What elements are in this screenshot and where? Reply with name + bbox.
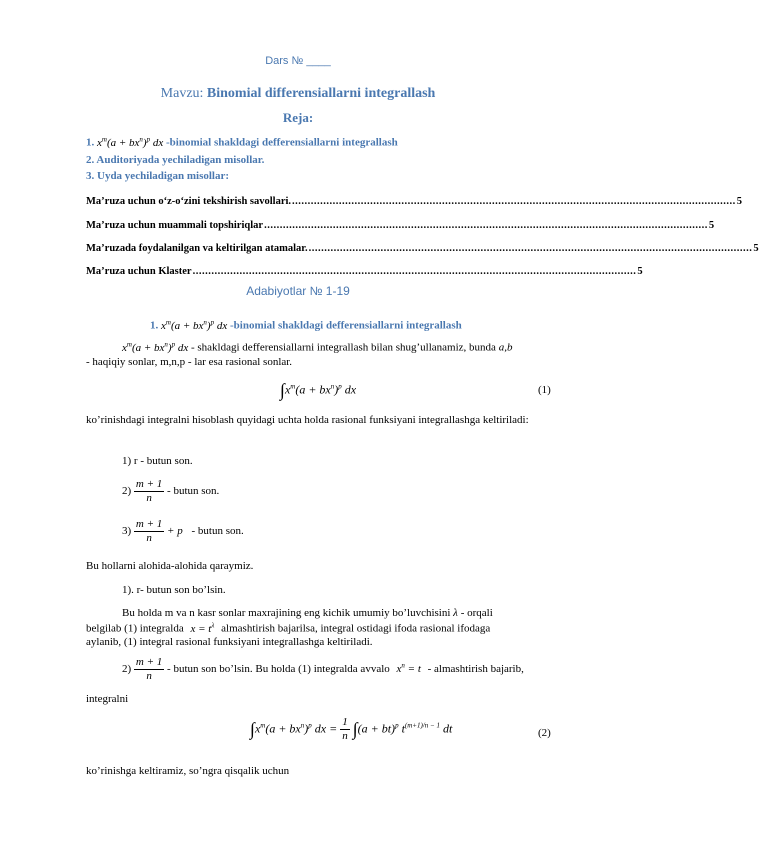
last-line: ko’rinishga keltiramiz, so’ngra qisqalik uchun	[86, 765, 290, 777]
plan-heading: Reja:	[282, 110, 314, 125]
case-2	[122, 478, 219, 505]
section-formula: $x^m(a + bx^n)^p$ dx	[161, 318, 228, 332]
case-1: 1) r - butun son.	[122, 455, 193, 467]
r-integer-heading: 1). r- butun son bo’lsin.	[122, 584, 226, 596]
equation-2: $\int x^m(a + bx^n)^p$ dx = $\frac{1}{n}$ ∫(a + bt)$^p$ $t^{(m+1)/n - 1}$ dt	[250, 716, 453, 742]
separate-cases: Bu hollarni alohida-alohida qaraymiz.	[86, 560, 254, 572]
topic-text: Binomial differensiallarni integrallash	[206, 86, 436, 101]
lambda-line-2: belgilab (1) integralda $x = t^\lambda$ almashtirish bajarilsa, integral ostidagi ifoda rasional ifodaga	[86, 621, 491, 635]
plan-item-3: 3. Uyda yechiladigan misollar:	[86, 170, 230, 182]
plan-item-1-text: -binomial shakldagi defferensiallarni integrallash	[165, 136, 398, 149]
plan-item-1-number: 1.	[86, 136, 95, 149]
substitution-formula: $x = t^\lambda$	[190, 621, 215, 635]
case-2-fraction: $\frac{m + 1}{n}$	[135, 478, 163, 504]
section-heading	[150, 318, 462, 332]
lambda-symbol: λ	[453, 607, 458, 619]
intro-line-1	[122, 340, 512, 354]
toc-page: 5	[708, 220, 715, 231]
topic-title	[0, 86, 596, 102]
toc-title: Ma’ruzada foydalanilgan va keltirilgan atamalar.	[86, 243, 308, 254]
plan-item-1-formula: $x^m(a + bx^n)^p$ dx	[97, 135, 164, 149]
toc-page: 5	[753, 243, 759, 254]
toc-row[interactable]	[86, 196, 743, 207]
case-2-text: - butun son.	[167, 485, 220, 498]
section-number: 1.	[150, 319, 159, 332]
topic-prefix: Mavzu:	[160, 86, 204, 101]
toc-title: Ma’ruza uchun muammali topshiriqlar	[86, 220, 264, 231]
case-2-substitution: $x^n = t$	[396, 661, 421, 676]
intro-text: - shakldagi defferensiallarni integrallash bilan shug’ullanamiz, bunda	[190, 341, 496, 354]
case-2-label: 2)	[122, 485, 132, 498]
plan-item-1	[86, 135, 398, 149]
toc-title: Ma’ruza uchun o‘z-o‘zini tekshirish savollari.	[86, 196, 292, 207]
equation-1: $\int x^m(a + bx^n)^p$ dx	[280, 380, 357, 400]
toc-row[interactable]	[86, 266, 643, 277]
literature-heading: Adabiyotlar № 1-19	[246, 284, 350, 298]
toc-title: Ma’ruza uchun Klaster	[86, 266, 192, 277]
case-2-detail-fraction: $\frac{m + 1}{n}$	[135, 656, 163, 682]
toc-leader: ..............................................................................................................................................	[292, 196, 736, 207]
lambda-line-1: Bu holda m va n kasr sonlar maxrajining eng kichik umumiy bo’luvchisini λ - orqali	[122, 607, 493, 619]
intro-line-2: - haqiqiy sonlar, m,n,p - lar esa rasional sonlar.	[86, 356, 293, 368]
case-3-plus-p: + p	[167, 525, 183, 538]
lesson-number: Dars № ____	[265, 55, 331, 67]
intro-vars: a,b	[498, 341, 513, 354]
toc-row[interactable]	[86, 220, 715, 231]
toc-page: 5	[637, 266, 643, 277]
case-3-text: - butun son.	[191, 525, 244, 538]
toc-page: 5	[736, 196, 743, 207]
toc-leader: ..............................................................................................................................................	[192, 266, 637, 277]
case-3-fraction: $\frac{m + 1}{n}$	[135, 518, 163, 544]
para-cases-intro: ko’rinishdagi integralni hisoblash quyidagi uchta holda rasional funksiyani integrallashga keltiriladi:	[86, 414, 529, 426]
toc-row[interactable]	[86, 243, 759, 254]
case-3-label: 3)	[122, 525, 132, 538]
case-2-detail: 2) $\frac{m + 1}{n}$ - butun son bo’lsin. Bu holda (1) integralda avvalo $x^n = t$ - almashtirish bajarib,	[122, 656, 524, 682]
integralni-label: integralni	[86, 693, 129, 705]
section-title: -binomial shakldagi defferensiallarni integrallash	[229, 319, 462, 332]
case-3	[122, 518, 244, 545]
lambda-line-3: aylanib, (1) integral rasional funksiyani integrallashga keltiriladi.	[86, 636, 373, 648]
plan-item-2: 2. Auditoriyada yechiladigan misollar.	[86, 154, 265, 166]
equation-1-number: (1)	[538, 384, 551, 396]
intro-formula: $x^m(a + bx^n)^p$ dx	[122, 340, 189, 354]
equation-2-number: (2)	[538, 727, 551, 739]
toc-leader: ..............................................................................................................................................	[264, 220, 708, 231]
toc-leader: ..............................................................................................................................................	[308, 243, 753, 254]
